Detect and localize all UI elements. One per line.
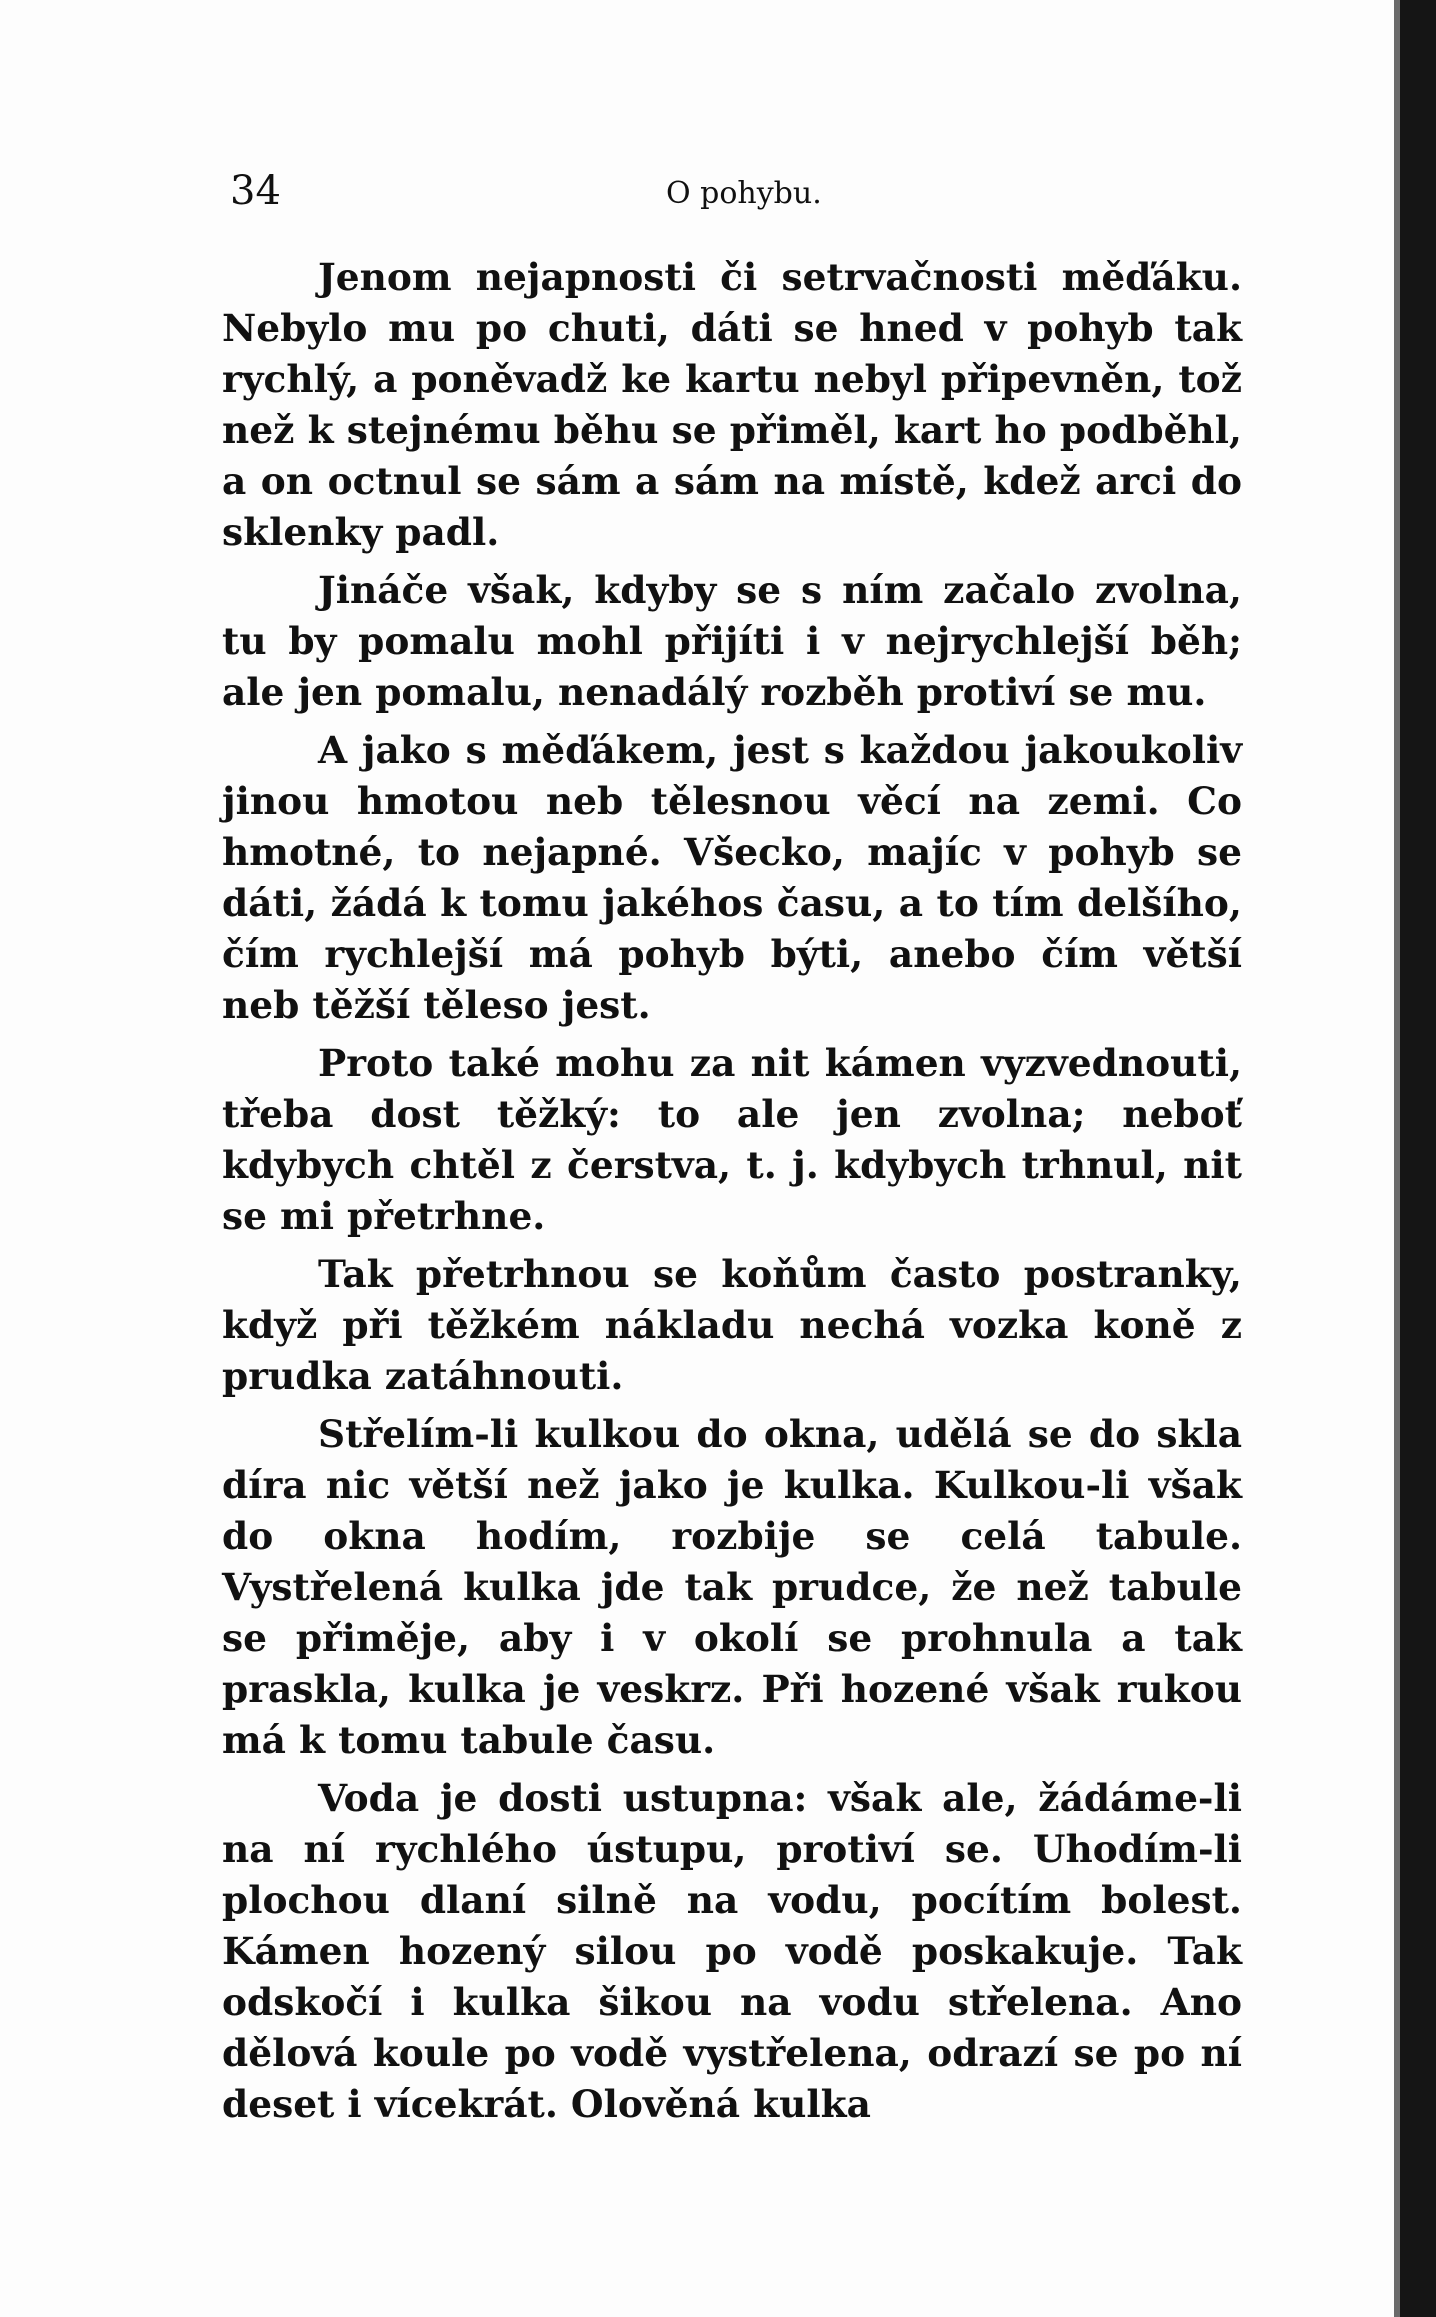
running-title: O pohybu. xyxy=(666,176,822,211)
book-spine-shadow xyxy=(1400,0,1436,2317)
paragraph: A jako s měďákem, jest s každou jakoukoliv jinou hmotou neb tělesnou věcí na zemi. Co hmotné, to nejapné. Všecko, majíc v pohyb se dáti, žádá k tomu jakéhos času, a to tím delšího, čím rychlejší má pohyb býti, anebo čím větší neb těžší těleso jest. xyxy=(222,728,1242,1027)
paragraph: Střelím-li kulkou do okna, udělá se do skla díra nic větší než jako je kulka. Kulkou-li však do okna hodím, rozbije se celá tabule. Vystřelená kulka jde tak prudce, že než tabule se přiměje, aby i v okolí se prohnula a tak praskla, kulka je veskrz. Při hozené však rukou má k tomu tabule času. xyxy=(222,1412,1242,1762)
paragraph: Proto také mohu za nit kámen vyzvednouti, třeba dost těžký: to ale jen zvolna; neboť kdybych chtěl z čerstva, t. j. kdybych trhnul, nit se mi přetrhne. xyxy=(222,1041,1242,1238)
paragraph: Voda je dosti ustupna: však ale, žádáme-li na ní rychlého ústupu, protiví se. Uhodím-li plochou dlaní silně na vodu, pocítím bolest. Kámen hozený silou po vodě poskakuje. Tak odskočí i kulka šikou na vodu střelena. Ano dělová koule po vodě vystřelena, odrazí se po ní deset i vícekrát. Olověná kulka xyxy=(222,1776,1242,2126)
body-text xyxy=(222,252,1242,2130)
paragraph: Tak přetrhnou se koňům často postranky, když při těžkém nákladu nechá vozka koně z prudka zatáhnouti. xyxy=(222,1252,1242,1398)
page-number: 34 xyxy=(230,168,281,214)
paragraph: Jináče však, kdyby se s ním začalo zvolna, tu by pomalu mohl přijíti i v nejrychlejší běh; ale jen pomalu, nenadálý rozběh protiví se mu. xyxy=(222,568,1242,714)
page-header xyxy=(230,168,1230,228)
paragraph: Jenom nejapnosti či setrvačnosti měďáku. Nebylo mu po chuti, dáti se hned v pohyb tak rychlý, a poněvadž ke kartu nebyl připevněn, tož než k stejnému běhu se přiměl, kart ho podběhl, a on octnul se sám a sám na místě, kdež arci do sklenky padl. xyxy=(222,255,1242,554)
